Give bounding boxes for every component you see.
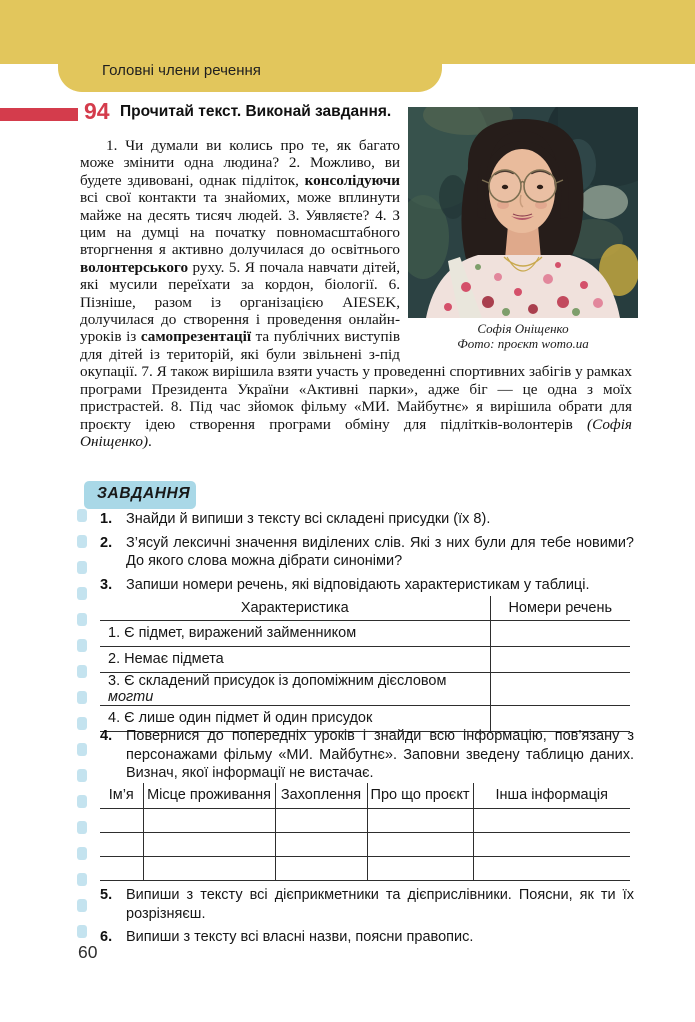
empty-cell <box>473 856 630 880</box>
task-rail-marker <box>77 821 87 834</box>
photo-caption-name: Софія Оніщенко <box>477 321 569 336</box>
task-text: З’ясуй лексичні значення виділених слів. Які з них були для тебе новими? До якого слова можна дібрати синоніми? <box>126 534 634 570</box>
column-header-characteristic: Характеристика <box>100 596 490 620</box>
photo-text-wrap-spacer <box>400 137 632 359</box>
task-rail-marker <box>77 769 87 782</box>
characteristics-table <box>100 596 630 732</box>
cell-text-italic: могти <box>108 688 154 705</box>
empty-cell <box>367 808 473 832</box>
task-rail-marker <box>77 743 87 756</box>
table-row <box>100 672 630 705</box>
task-item-4 <box>100 727 634 783</box>
task-rail-marker <box>77 509 87 522</box>
exercise-marker-bar <box>0 108 78 121</box>
empty-cell <box>143 856 275 880</box>
task-rail-marker <box>77 587 87 600</box>
cell-text: 3. Є складений присудок із допоміжним дієсловом <box>108 672 447 689</box>
text-segment: самопрезентації <box>140 328 252 346</box>
answer-cell-empty <box>490 620 630 646</box>
cell-text: 1. Є підмет, виражений займенником <box>108 625 357 641</box>
characteristic-cell <box>100 620 490 646</box>
task-text: Випиши з тексту всі дієприкметники та дієприслівники. Поясни, як ти їх розрізняєш. <box>126 887 634 922</box>
empty-cell <box>275 856 367 880</box>
empty-cell <box>275 808 367 832</box>
text-segment: руху. 5. Я почала навчати дітей, які мусили переїхати за кордон, біології. 6. Пізніше, разом із організацією AIESEK, долучилася до створення і проведення онлайн-уроків із <box>80 258 400 346</box>
empty-cell <box>100 808 143 832</box>
empty-cell <box>367 856 473 880</box>
task-text: Випиши з тексту всі власні назви, поясни правопис. <box>126 929 474 946</box>
text-segment: та публічних виступів для дітей із територій, які були звільнені з-під окупації. 7. Я також вирішила взяти участь у проведенні спортивних забігів у рамках програми Президента України «Активні парки», адже біг — це одна з моїх пристрастей. 8. Під час зйомок фільму «МИ. Майбутнє» я вирішила обрати для проєкту ідею створення програми обміну для підлітків-волонтерів <box>80 328 632 433</box>
chapter-title: Головні члени речення <box>102 62 261 79</box>
task-rail-marker <box>77 899 87 912</box>
table-header-row <box>100 596 630 620</box>
exercise-instruction: Прочитай текст. Виконай завдання. <box>120 103 392 120</box>
task-rail-marker <box>77 795 87 808</box>
characters-data-table <box>100 783 630 881</box>
task-rail-marker <box>77 873 87 886</box>
text-segment: консолідуючи <box>304 171 400 189</box>
answer-cell-empty <box>490 646 630 672</box>
column-header-hobby: Захоплення <box>275 783 367 808</box>
tasks-group-3 <box>100 886 634 952</box>
empty-cell <box>143 832 275 856</box>
table-row <box>100 620 630 646</box>
task-rail-marker <box>77 847 87 860</box>
task-text: Запиши номери речень, які відповідають характеристикам у таблиці. <box>126 576 590 593</box>
empty-cell <box>275 832 367 856</box>
cell-text: 4. Є лише один підмет й один присудок <box>108 710 373 726</box>
reading-passage <box>80 137 632 450</box>
task-number: 3. <box>100 576 113 593</box>
table-row <box>100 646 630 672</box>
characteristic-cell <box>100 672 490 705</box>
table-row <box>100 808 630 832</box>
empty-cell <box>143 808 275 832</box>
task-rail-marker <box>77 717 87 730</box>
text-segment: волонтерського <box>80 258 189 276</box>
column-header-other-info: Інша інформація <box>473 783 630 808</box>
page-number: 60 <box>78 942 98 962</box>
task-item-1 <box>100 510 634 529</box>
task-rail-marker <box>77 613 87 626</box>
column-header-sentence-numbers: Номери речень <box>490 596 630 620</box>
empty-cell <box>367 832 473 856</box>
task-number: 6. <box>100 929 113 946</box>
task-text: Знайди й випиши з тексту всі складені присудки (їх 8). <box>126 511 491 527</box>
tasks-group-1 <box>100 510 634 599</box>
text-segment: (Софія Оніщенко) <box>80 415 632 450</box>
task-text: Повернися до попередніх уроків і знайди всю інформацію, пов’язану з персонажами фільму «МИ. Майбутнє». Заповни зведену таблицю даних. Визнач, якої інформації не вистачає. <box>126 728 634 782</box>
task-item-3 <box>100 576 634 595</box>
empty-cell <box>100 832 143 856</box>
task-rail-marker <box>77 561 87 574</box>
cell-text: 2. Немає підмета <box>108 651 224 667</box>
tasks-group-2 <box>100 727 634 788</box>
empty-cell <box>100 856 143 880</box>
task-item-5 <box>100 886 634 923</box>
task-number: 2. <box>100 534 113 551</box>
task-item-2 <box>100 534 634 571</box>
empty-cell <box>473 832 630 856</box>
characteristic-cell <box>100 646 490 672</box>
table-header-row <box>100 783 630 808</box>
task-number: 1. <box>100 511 113 527</box>
column-header-project: Про що проєкт <box>367 783 473 808</box>
table-row <box>100 832 630 856</box>
empty-cell <box>473 808 630 832</box>
table-row <box>100 856 630 880</box>
task-item-6 <box>100 928 634 947</box>
task-rail-marker <box>77 925 87 938</box>
text-segment: . <box>148 432 152 450</box>
tasks-label: ЗАВДАННЯ <box>84 481 196 509</box>
text-segment: всі свої контакти та знайомих, може вплинути майже на десять тисяч людей. 3. Уявляєте? 4. З цим на думці на початку повномасштабного вторгнення я активно долучилася до освітнього <box>80 189 400 259</box>
answer-cell-empty <box>490 672 630 705</box>
task-rail-marker <box>77 535 87 548</box>
task-number: 4. <box>100 728 113 744</box>
photo-caption-credit: Фото: проєкт womo.ua <box>457 335 589 351</box>
task-number: 5. <box>100 887 113 903</box>
task-rail-marker <box>77 639 87 652</box>
column-header-residence: Місце проживання <box>143 783 275 808</box>
column-header-name: Ім’я <box>100 783 143 808</box>
task-rail-marker <box>77 691 87 704</box>
text-segment: 1. Чи думали ви колись про те, як багато може змінити одна людина? 2. Можливо, ви будете здивовані, однак підліток, <box>80 137 400 189</box>
task-rail-marker <box>77 665 87 678</box>
exercise-number: 94 <box>84 98 110 124</box>
